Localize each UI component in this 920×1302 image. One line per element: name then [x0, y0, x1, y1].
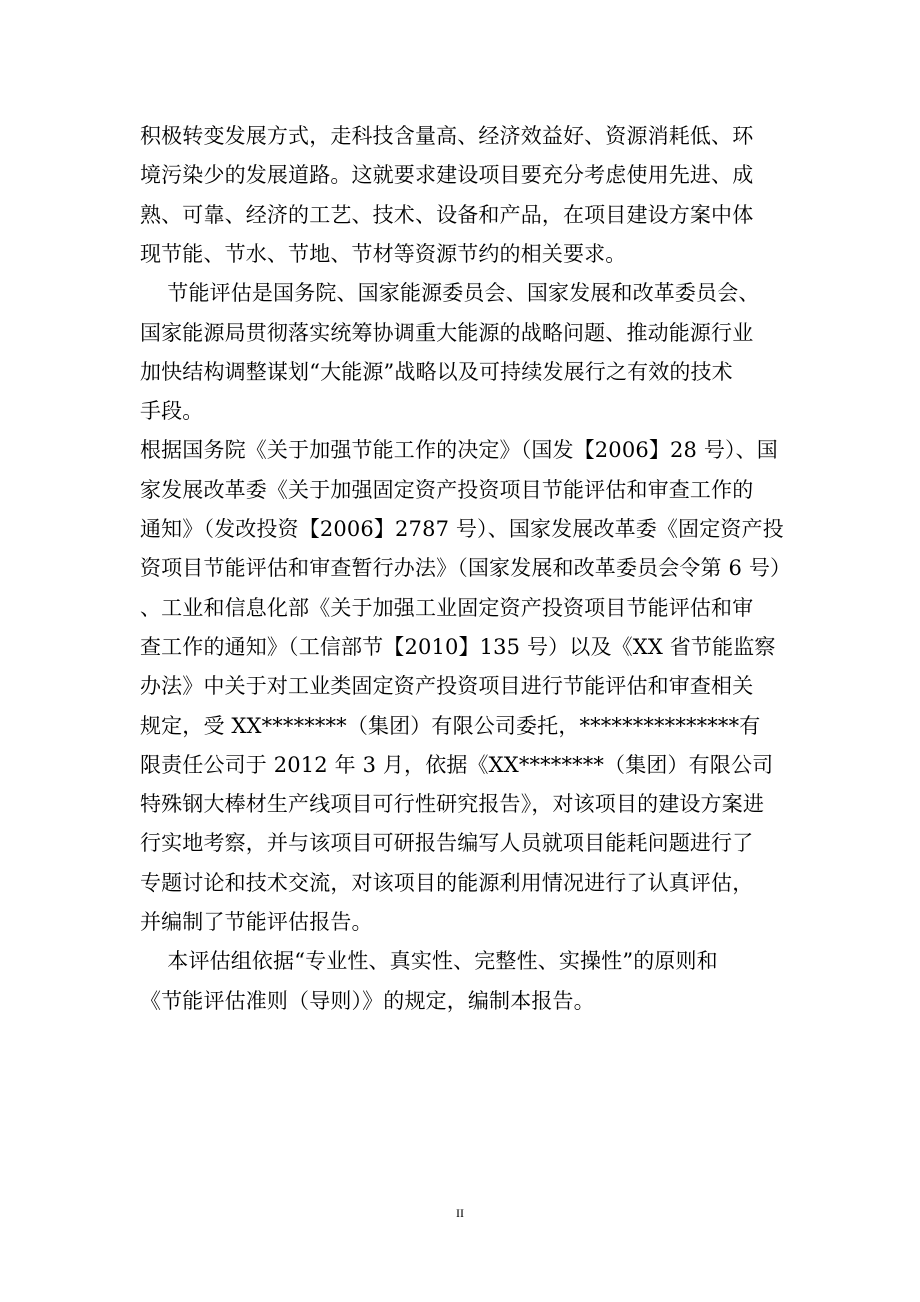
text-line: 手段。 [140, 399, 204, 423]
text-line: 境污染少的发展道路。这就要求建设项目要充分考虑使用先进、成 [140, 163, 754, 187]
text-line: 国家能源局贯彻落实统筹协调重大能源的战略问题、推动能源行业 [140, 321, 754, 345]
text-line: 本评估组依据“专业性、真实性、完整性、实操性”的原则和 [140, 949, 718, 973]
text-line: 节能评估是国务院、国家能源委员会、国家发展和改革委员会、 [140, 281, 760, 305]
text-line: 、工业和信息化部《关于加强工业固定资产投资项目节能评估和审 [140, 596, 754, 620]
text-line: 熟、可靠、经济的工艺、技术、设备和产品，在项目建设方案中体 [140, 203, 754, 227]
text-line: 行实地考察，并与该项目可研报告编写人员就项目能耗问题进行了 [140, 831, 754, 855]
text-line: 现节能、节水、节地、节材等资源节约的相关要求。 [140, 242, 627, 266]
text-line: 规定，受 XX********（集团）有限公司委托，***************有 [140, 714, 761, 738]
text-line: 特殊钢大棒材生产线项目可行性研究报告》，对该项目的建设方案进 [140, 792, 764, 816]
text-line: 并编制了节能评估报告。 [140, 910, 373, 934]
text-line: 根据国务院《关于加强节能工作的决定》（国发【2006】28 号）、国 [140, 438, 778, 462]
text-line: 限责任公司于 2012 年 3 月，依据《XX********（集团）有限公司 [140, 753, 774, 777]
text-line: 办法》中关于对工业类固定资产投资项目进行节能评估和审查相关 [140, 674, 754, 698]
page-number: II [456, 1206, 464, 1220]
text-line: 通知》（发改投资【2006】2787 号）、国家发展改革委《固定资产投 [140, 517, 784, 541]
text-line: 《节能评估准则（导则）》的规定，编制本报告。 [140, 989, 595, 1013]
text-line: 专题讨论和技术交流，对该项目的能源利用情况进行了认真评估， [140, 871, 754, 895]
text-line: 加快结构调整谋划“大能源”战略以及可持续发展行之有效的技术 [140, 360, 733, 384]
text-line: 家发展改革委《关于加强固定资产投资项目节能评估和审查工作的 [140, 478, 754, 502]
text-line: 资项目节能评估和审查暂行办法》（国家发展和改革委员会令第 6 号） [140, 556, 792, 580]
text-line: 积极转变发展方式，走科技含量高、经济效益好、资源消耗低、环 [140, 124, 754, 148]
text-line: 查工作的通知》（工信部节【2010】135 号）以及《XX 省节能监察 [140, 635, 776, 659]
